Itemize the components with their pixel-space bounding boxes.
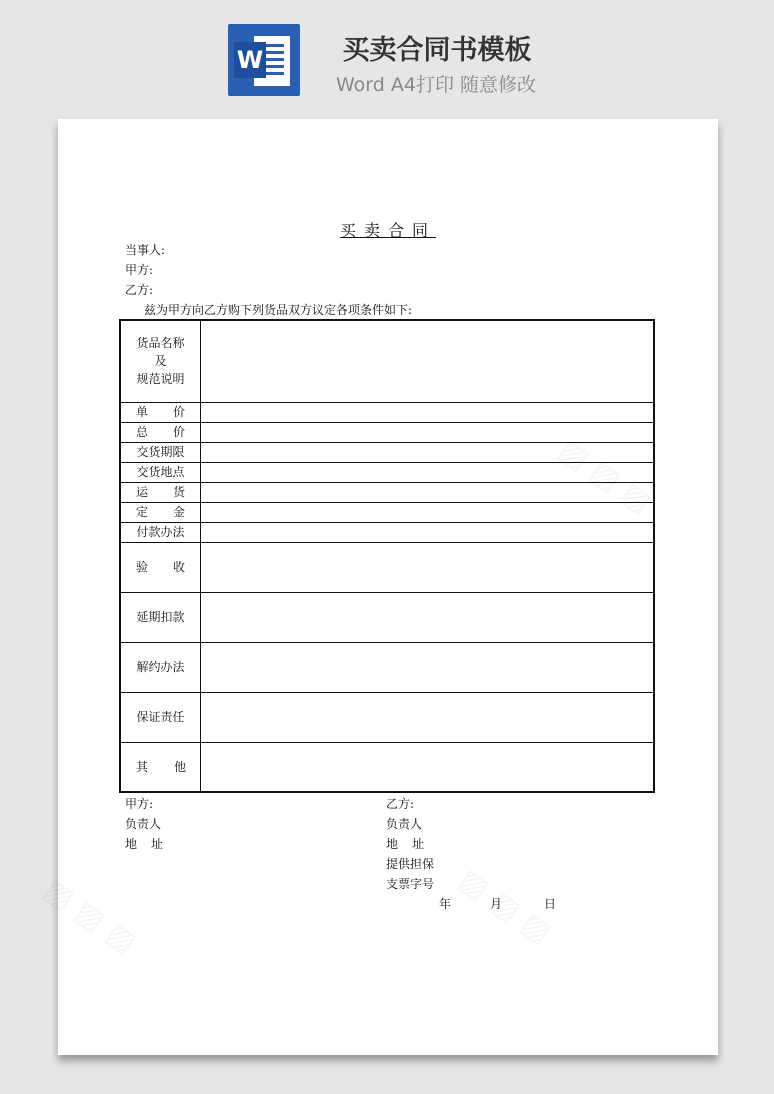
contract-title: 买卖合同: [339, 221, 436, 240]
delivery-period-field[interactable]: [201, 442, 655, 462]
sign-party-a-address: 地 址: [125, 837, 163, 851]
table-row: [120, 742, 654, 792]
party-a-label: 甲方:: [125, 263, 154, 277]
table-row: [120, 692, 654, 742]
table-row: [120, 642, 654, 692]
word-icon: [228, 24, 300, 96]
table-row: [120, 522, 654, 542]
other-field[interactable]: [201, 742, 655, 792]
inspection-field[interactable]: [201, 542, 655, 592]
watermark: [37, 872, 142, 960]
page-subtitle: Word A4打印 随意修改: [335, 74, 536, 96]
party-label: 当事人:: [125, 243, 166, 257]
table-row: [120, 502, 654, 522]
termination-label: 解约办法: [120, 642, 201, 692]
sign-party-b-address: 地 址: [386, 837, 424, 851]
deposit-label: 定 金: [120, 502, 201, 522]
sign-party-b-person: 负责人: [386, 817, 423, 831]
table-row: [120, 542, 654, 592]
sign-party-a-label: 甲方:: [125, 797, 154, 811]
payment-field[interactable]: [201, 522, 655, 542]
table-row: [120, 442, 654, 462]
inspection-label: 验 收: [120, 542, 201, 592]
total-price-label: 总 价: [120, 422, 201, 442]
delay-deduction-field[interactable]: [201, 592, 655, 642]
party-b-label: 乙方:: [125, 283, 154, 297]
delay-deduction-label: 延期扣款: [120, 592, 201, 642]
payment-label: 付款办法: [120, 522, 201, 542]
contract-table: [119, 319, 655, 793]
termination-field[interactable]: [201, 642, 655, 692]
goods-field[interactable]: [201, 320, 655, 402]
table-row: [120, 592, 654, 642]
table-row: [120, 402, 654, 422]
date-day: 日: [544, 897, 557, 911]
table-row: [120, 462, 654, 482]
goods-label: 货品名称 及 规范说明: [120, 320, 201, 402]
unit-price-label: 单 价: [120, 402, 201, 422]
watermark: [452, 862, 557, 950]
word-logo-letter: W: [234, 42, 266, 78]
page-title: 买卖合同书模板: [342, 35, 532, 66]
document-page: [58, 119, 718, 1055]
unit-price-field[interactable]: [201, 402, 655, 422]
sign-guarantee: 提供担保: [386, 857, 435, 871]
guarantee-field[interactable]: [201, 692, 655, 742]
delivery-place-field[interactable]: [201, 462, 655, 482]
freight-label: 运 货: [120, 482, 201, 502]
table-row: [120, 422, 654, 442]
delivery-period-label: 交货期限: [120, 442, 201, 462]
intro-text: 兹为甲方向乙方购下列货品双方议定各项条件如下:: [144, 303, 413, 317]
other-label: 其 他: [120, 742, 201, 792]
header: [0, 0, 774, 110]
table-row: [120, 320, 654, 402]
guarantee-label: 保证责任: [120, 692, 201, 742]
total-price-field[interactable]: [201, 422, 655, 442]
sign-check-number: 支票字号: [386, 877, 435, 891]
date-year: 年: [439, 897, 452, 911]
sign-party-a-person: 负责人: [125, 817, 162, 831]
table-row: [120, 482, 654, 502]
deposit-field[interactable]: [201, 502, 655, 522]
delivery-place-label: 交货地点: [120, 462, 201, 482]
date-month: 月: [490, 897, 503, 911]
freight-field[interactable]: [201, 482, 655, 502]
sign-party-b-label: 乙方:: [386, 797, 415, 811]
